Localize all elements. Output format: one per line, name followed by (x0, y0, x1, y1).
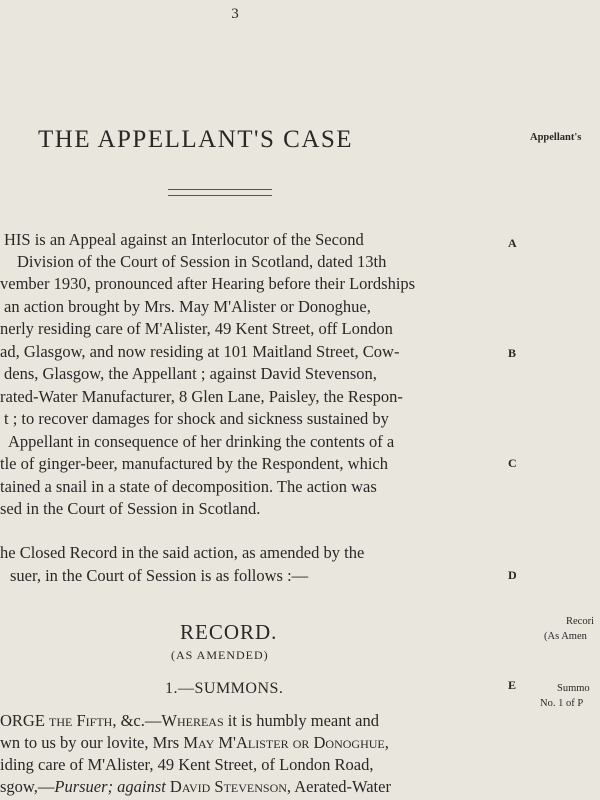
summons-line: sgow,—Pursuer; against David Stevenson, Aerated-Water (0, 777, 391, 796)
body-line: t ; to recover damages for shock and sickness sustained by (4, 409, 389, 428)
sidenote-record-line2: (As Amen (544, 631, 587, 642)
body-line: tained a snail in a state of decomposition. The action was (0, 477, 377, 496)
body-line: Appellant in consequence of her drinking the contents of a (8, 432, 395, 451)
body-line: suer, in the Court of Session is as follows :— (10, 566, 309, 585)
sidenote-summons-line1: Summo (557, 683, 590, 694)
margin-letter-a: A (508, 236, 517, 250)
record-heading: RECORD. (180, 620, 278, 644)
body-line: he Closed Record in the said action, as amended by the (0, 543, 365, 562)
margin-letter-c: C (508, 456, 517, 470)
body-line: dens, Glasgow, the Appellant ; against David Stevenson, (4, 364, 377, 383)
margin-letter-e: E (508, 678, 517, 692)
summons-line: wn to us by our lovite, Mrs May M'Alister or Donoghue, (0, 733, 389, 752)
body-line: ad, Glasgow, and now residing at 101 Maitland Street, Cow- (0, 342, 400, 361)
summons-line: iding care of M'Alister, 49 Kent Street, of London Road, (0, 755, 374, 774)
sidenote-summons-line2: No. 1 of P (540, 698, 584, 709)
sidenote-record-line1: Recori (566, 616, 594, 627)
body-line: vember 1930, pronounced after Hearing before their Lordships (0, 274, 416, 293)
body-line: nerly residing care of M'Alister, 49 Kent Street, off London (0, 319, 393, 338)
body-line: sed in the Court of Session in Scotland. (0, 499, 261, 518)
record-subheading: (AS AMENDED) (171, 648, 269, 662)
title-rule (168, 189, 272, 196)
page-number: 3 (231, 6, 239, 22)
summons-line: ORGE the Fifth, &c.—Whereas it is humbly meant and (0, 711, 379, 730)
margin-letter-d: D (508, 568, 517, 582)
body-line: rated-Water Manufacturer, 8 Glen Lane, Paisley, the Respon- (0, 387, 403, 406)
body-line: tle of ginger-beer, manufactured by the Respondent, which (0, 454, 388, 473)
body-line: Division of the Court of Session in Scotland, dated 13th (17, 252, 387, 271)
body-line: an action brought by Mrs. May M'Alister or Donoghue, (4, 297, 371, 316)
summons-heading: 1.—SUMMONS. (165, 680, 284, 697)
margin-note-appellants: Appellant's (530, 132, 582, 143)
page-title: THE APPELLANT'S CASE (38, 126, 354, 153)
body-line: HIS is an Appeal against an Interlocutor of the Second (4, 230, 364, 249)
margin-letter-b: B (508, 346, 517, 360)
